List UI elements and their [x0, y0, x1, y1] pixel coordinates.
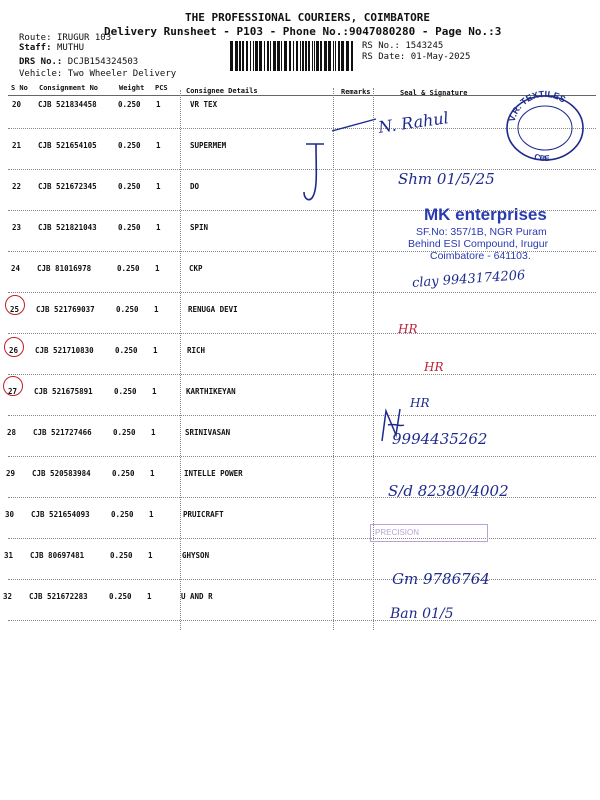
- hr-mark-row25: HR: [398, 322, 418, 336]
- runsheet-title: Delivery Runsheet - P103 - Phone No.:9047080280 - Page No.:3: [104, 25, 502, 38]
- cell-consignee: SUPERMEM: [190, 141, 227, 150]
- hr-mark-row26: HR: [424, 360, 444, 374]
- staff-row: [19, 43, 84, 53]
- cell-consignment: CJB 521710830: [35, 346, 94, 355]
- row-divider: [8, 333, 596, 334]
- cell-consignment: CJB 521769037: [36, 305, 95, 314]
- cell-weight: 0.250: [117, 264, 140, 273]
- cell-weight: 0.250: [109, 592, 132, 601]
- cell-pcs: 1: [147, 592, 152, 601]
- circle-mark: [5, 295, 25, 315]
- cell-weight: 0.250: [118, 141, 141, 150]
- cell-consignment: CJB 521834458: [38, 100, 97, 109]
- hr-mark-row27: HR: [410, 396, 430, 410]
- row-divider: [8, 538, 596, 539]
- row-divider: [8, 292, 596, 293]
- svg-text:CBE: [533, 152, 551, 162]
- cell-pcs: 1: [154, 305, 159, 314]
- barcode-icon: [228, 41, 356, 71]
- cell-pcs: 1: [156, 223, 161, 232]
- cell-weight: 0.250: [115, 346, 138, 355]
- cell-consignee: VR TEX: [190, 100, 218, 109]
- cell-consignee: RENUGA DEVI: [188, 305, 238, 314]
- mk-stamp-name: MK enterprises: [424, 205, 547, 224]
- rs-no-label: RS No.:: [362, 41, 400, 51]
- cell-consignment: CJB 521675891: [34, 387, 93, 396]
- row-divider: [8, 620, 596, 621]
- cell-sno: 28: [7, 428, 17, 437]
- signature-row20: N. Rahul: [377, 108, 450, 137]
- cell-pcs: 1: [149, 510, 154, 519]
- row-divider: [8, 374, 596, 375]
- drs-row: [19, 57, 138, 67]
- cell-pcs: 1: [156, 100, 161, 109]
- rs-date-row: [362, 52, 470, 62]
- col-seal: Seal & Signature: [400, 89, 468, 97]
- mk-stamp-line1: SF.No: 357/1B, NGR Puram: [416, 226, 547, 238]
- route-row: [19, 33, 111, 43]
- cell-pcs: 1: [155, 264, 160, 273]
- col-weight: Weight: [119, 84, 145, 92]
- drs-value: DCJB154324503: [67, 57, 139, 67]
- cell-consignee: PRUICRAFT: [183, 510, 224, 519]
- cell-weight: 0.250: [118, 182, 141, 191]
- cell-pcs: 1: [156, 182, 161, 191]
- circle-mark: [4, 337, 24, 357]
- cell-consignee: SRINIVASAN: [185, 428, 231, 437]
- cell-consignee: KARTHIKEYAN: [186, 387, 236, 396]
- mk-stamp-line3: Coimbatore - 641103.: [430, 250, 531, 262]
- cell-consignee: INTELLE POWER: [184, 469, 243, 478]
- cell-sno: 20: [12, 100, 22, 109]
- row-divider: [8, 579, 596, 580]
- cell-weight: 0.250: [114, 387, 137, 396]
- signature-row22: Shm 01/5/25: [398, 170, 495, 188]
- cell-consignment: CJB 521672345: [38, 182, 97, 191]
- cell-weight: 0.250: [111, 510, 134, 519]
- signature-row31: Gm 9786764: [392, 570, 490, 588]
- rs-no-value: 1543245: [405, 41, 444, 51]
- col-remarks: Remarks: [341, 88, 371, 96]
- route-label: Route:: [19, 33, 52, 43]
- cell-consignment: CJB 521672283: [29, 592, 88, 601]
- column-divider: [180, 90, 181, 630]
- col-consignee: Consignee Details: [186, 87, 258, 95]
- cell-consignment: CJB 521654093: [31, 510, 90, 519]
- cell-pcs: 1: [156, 141, 161, 150]
- remark-stroke: [330, 115, 380, 135]
- cell-pcs: 1: [153, 346, 158, 355]
- staff-label: Staff:: [19, 43, 52, 53]
- cell-pcs: 1: [150, 469, 155, 478]
- cell-weight: 0.250: [112, 469, 135, 478]
- signature-row24: clay 9943174206: [411, 268, 526, 291]
- signature-row32: Ban 01/5: [390, 606, 454, 622]
- col-consignment: Consignment No: [39, 84, 99, 92]
- cell-sno: 21: [12, 141, 22, 150]
- cell-sno: 32: [3, 592, 13, 601]
- cell-pcs: 1: [148, 551, 153, 560]
- cell-consignee: DO: [190, 182, 200, 191]
- cell-pcs: 1: [151, 428, 156, 437]
- seal-text-top: V.R. TEXTILES: [506, 88, 568, 123]
- cell-weight: 0.250: [116, 305, 139, 314]
- signature-row29: S/d 82380/4002: [388, 482, 509, 500]
- rs-date-value: 01-May-2025: [410, 52, 471, 62]
- mk-stamp-line2: Behind ESI Compound, Irugur: [408, 238, 549, 250]
- vehicle-row: [19, 69, 176, 79]
- col-pcs: PCS: [155, 84, 168, 92]
- svg-text:V.R. TEXTILES: [507, 89, 568, 123]
- cell-consignment: CJB 521654105: [38, 141, 97, 150]
- col-sno: S No: [11, 84, 28, 92]
- drs-label: DRS No.:: [19, 57, 63, 67]
- cell-consignment: CJB 520583984: [32, 469, 91, 478]
- cell-consignment: CJB 81016978: [37, 264, 92, 273]
- cell-weight: 0.250: [118, 223, 141, 232]
- cell-sno: 23: [12, 223, 22, 232]
- cell-sno: 31: [4, 551, 14, 560]
- cell-weight: 0.250: [113, 428, 136, 437]
- cell-sno: 27: [8, 387, 18, 396]
- vr-textiles-seal: [502, 88, 588, 162]
- cell-sno: 24: [11, 264, 21, 273]
- signature-row28-phone: 9994435262: [392, 430, 488, 448]
- seal-text-bottom: CBE: [532, 151, 551, 162]
- cell-weight: 0.250: [118, 100, 141, 109]
- cell-consignee: RICH: [187, 346, 206, 355]
- cell-consignee: SPIN: [190, 223, 209, 232]
- route-value: IRUGUR 103: [56, 33, 112, 43]
- cell-weight: 0.250: [110, 551, 133, 560]
- row-divider: [8, 456, 596, 457]
- remark-stroke: [300, 140, 330, 204]
- cell-consignee: U AND R: [181, 592, 213, 601]
- circle-mark: [3, 376, 23, 396]
- rs-no-row: [362, 41, 443, 51]
- company-name: THE PROFESSIONAL COURIERS, COIMBATORE: [185, 11, 431, 24]
- cell-pcs: 1: [152, 387, 157, 396]
- vehicle-label: Vehicle:: [19, 69, 63, 79]
- row-divider: [8, 415, 596, 416]
- cell-sno: 29: [6, 469, 16, 478]
- cell-consignee: GHYSON: [182, 551, 210, 560]
- rs-date-label: RS Date:: [362, 52, 406, 62]
- cell-consignment: CJB 521727466: [33, 428, 92, 437]
- cell-sno: 26: [9, 346, 19, 355]
- cell-consignment: CJB 521821043: [38, 223, 97, 232]
- cell-consignee: CKP: [189, 264, 203, 273]
- cell-sno: 22: [12, 182, 22, 191]
- faint-stamp: PRECISION: [370, 524, 488, 542]
- cell-sno: 25: [10, 305, 20, 314]
- vehicle-value: Two Wheeler Delivery: [67, 69, 177, 79]
- staff-value: MUTHU: [56, 43, 85, 53]
- cell-consignment: CJB 80697481: [30, 551, 85, 560]
- cell-sno: 30: [5, 510, 15, 519]
